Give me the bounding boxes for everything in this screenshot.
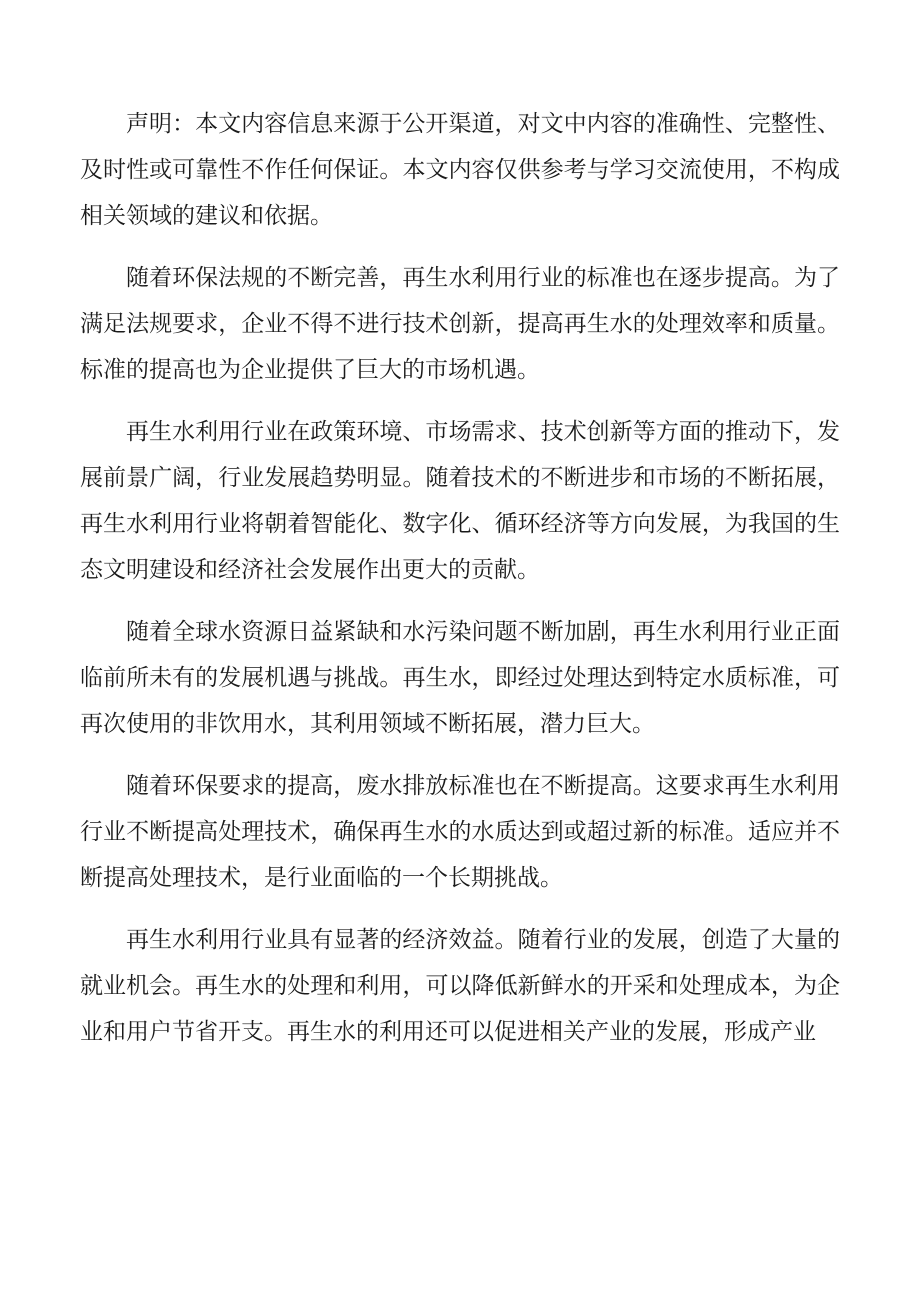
- outlook-paragraph: 再生水利用行业在政策环境、市场需求、技术创新等方面的推动下，发展前景广阔，行业发展趋势明显。随着技术的不断进步和市场的不断拓展，再生水利用行业将朝着智能化、数字化、循环经济等方向发展，为我国的生态文明建设和经济社会发展作出更大的贡献。: [80, 419, 840, 583]
- economic-benefit-paragraph: 再生水利用行业具有显著的经济效益。随着行业的发展，创造了大量的就业机会。再生水的处理和利用，可以降低新鲜水的开采和处理成本，为企业和用户节省开支。再生水的利用还可以促进相关产业的发展，形成产业: [80, 927, 840, 1045]
- document-body: [80, 101, 840, 1071]
- opportunity-paragraph: 随着全球水资源日益紧缺和水污染问题不断加剧，再生水利用行业正面临前所未有的发展机遇与挑战。再生水，即经过处理达到特定水质标准，可再次使用的非饮用水，其利用领域不断拓展，潜力巨大。: [80, 619, 840, 737]
- standards-paragraph: 随着环保法规的不断完善，再生水利用行业的标准也在逐步提高。为了满足法规要求，企业不得不进行技术创新，提高再生水的处理效率和质量。标准的提高也为企业提供了巨大的市场机遇。: [80, 265, 840, 383]
- challenge-paragraph: 随着环保要求的提高，废水排放标准也在不断提高。这要求再生水利用行业不断提高处理技术，确保再生水的水质达到或超过新的标准。适应并不断提高处理技术，是行业面临的一个长期挑战。: [80, 773, 840, 891]
- disclaimer-paragraph: 声明：本文内容信息来源于公开渠道，对文中内容的准确性、完整性、及时性或可靠性不作任何保证。本文内容仅供参考与学习交流使用，不构成相关领域的建议和依据。: [80, 111, 840, 229]
